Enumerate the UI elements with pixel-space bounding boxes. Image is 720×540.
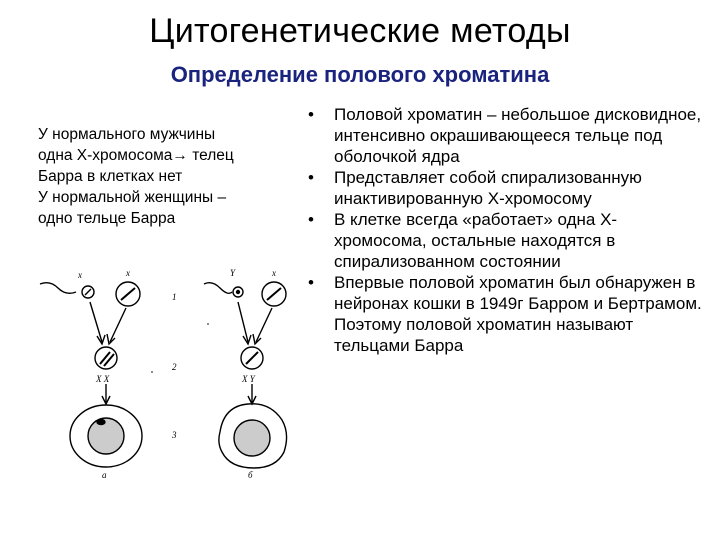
label-xy: X Y xyxy=(242,374,255,384)
nucleus xyxy=(234,420,270,456)
label-x: x xyxy=(78,270,82,280)
column-label: а xyxy=(102,470,107,480)
bullet-item xyxy=(304,209,704,272)
bullet-icon: • xyxy=(308,168,314,187)
left-caption xyxy=(38,124,298,229)
bullet-text: В клетке всегда «работает» одна Х-хромосома, остальные находятся в спирализованном состоянии xyxy=(334,210,618,271)
sperm-tail xyxy=(204,283,232,294)
row-label: 3 xyxy=(172,430,177,440)
label-y: Y xyxy=(230,268,236,278)
bullet-item xyxy=(304,167,704,209)
left-caption-line: одно тельце Барра xyxy=(38,210,176,227)
bullet-icon: • xyxy=(308,105,314,124)
row-label: 1 xyxy=(172,292,177,302)
bullet-item xyxy=(304,104,704,167)
label-x: x xyxy=(272,268,276,278)
bullet-icon: • xyxy=(308,210,314,229)
barr-body xyxy=(97,420,105,425)
slide-title: Цитогенетические методы xyxy=(149,12,571,50)
left-caption-line: Барра в клетках нет xyxy=(38,168,183,185)
fertilization-diagram xyxy=(34,262,304,484)
label-xx: X X xyxy=(96,374,110,384)
bullet-text: Впервые половой хроматин был обнаружен в нейронах кошки в 1949г Барром и Бертрамом. Поэтому половой хроматин называют тельцами Барра xyxy=(334,273,702,355)
sperm-tail xyxy=(40,283,76,294)
left-caption-line: У нормальной женщины – xyxy=(38,189,227,206)
left-caption-line: У нормального мужчины xyxy=(38,126,216,143)
bullet-list xyxy=(304,104,704,356)
bullet-text: Половой хроматин – небольшое дисковидное, интенсивно окрашивающееся тельце под оболочкой ядра xyxy=(334,105,702,166)
bullet-text: Представляет собой спирализованную инактивированную Х-хромосому xyxy=(334,168,642,208)
slide-subtitle: Определение полового хроматина xyxy=(170,62,550,87)
bullet-item xyxy=(304,272,704,356)
column-label: б xyxy=(248,470,253,480)
nucleus xyxy=(88,418,124,454)
row-label: 2 xyxy=(172,362,177,372)
label-x: x xyxy=(126,268,130,278)
bullet-icon: • xyxy=(308,273,314,292)
left-caption-line: одна Х-хромосома→ телец xyxy=(38,147,234,164)
